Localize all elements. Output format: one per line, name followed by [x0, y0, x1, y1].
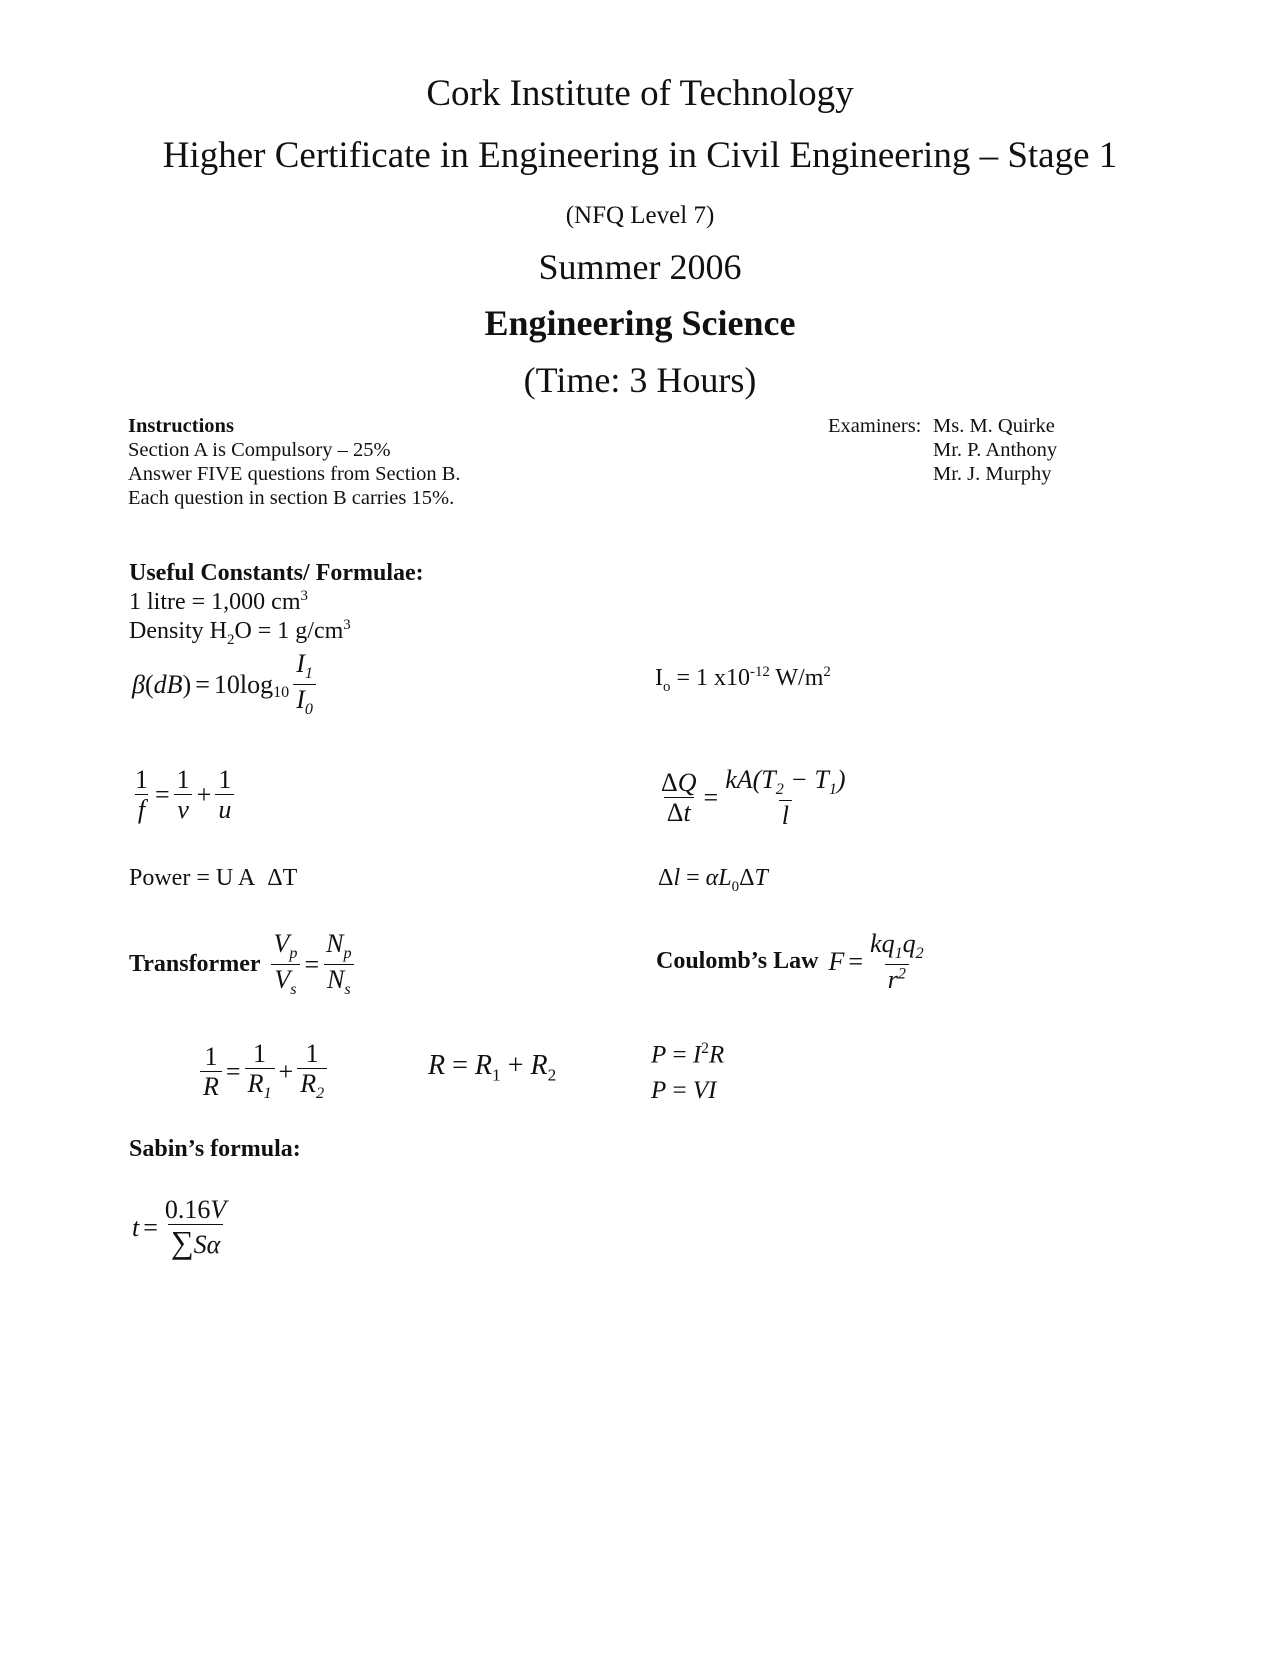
power-formula: Power = U A ΔT [129, 865, 298, 891]
sabin-formula: t = $\frac{0.16V}{\sum S\alpha}$ [132, 1195, 227, 1261]
linear-expansion-formula: $\Delta l = \alpha L_0\Delta T$ [658, 865, 768, 895]
programme-title: Higher Certificate in Engineering in Civil Engineering – Stage 1 [162, 135, 1118, 176]
examiners-list [933, 414, 1057, 486]
lens-formula: $\frac{1}{f}$ = $\frac{1}{v}$ + $\frac{1}{u}$ [132, 766, 234, 824]
examiner-name: Mr. P. Anthony [933, 439, 1058, 461]
exam-session: Summer 2006 [538, 247, 742, 287]
examiners-label: Examiners: [828, 415, 922, 437]
electrical-power-i2r: $P = I^2R$ [651, 1040, 725, 1069]
coulomb-formula: Coulomb’s Law F = $\frac{kq_1q_2}{r^2}$ [656, 929, 924, 995]
institute-title: Cork Institute of Technology [426, 73, 854, 114]
reference-intensity: $I_o = 1$ $x10^{-12}$ $W/m^2$ [655, 664, 831, 695]
instruction-line: Answer FIVE questions from Section B. [128, 463, 461, 485]
examiner-name: Ms. M. Quirke [933, 415, 1055, 437]
decibel-formula: β ( dB ) = 10log $_{10}$ $\frac{I_1}{I_0}$ [132, 650, 316, 719]
instruction-line: Section A is Compulsory – 25% [128, 439, 391, 461]
instruction-line: Each question in section B carries 15%. [128, 487, 455, 509]
nfq-level: (NFQ Level 7) [565, 202, 715, 229]
electrical-power-vi: P = VI [651, 1077, 717, 1104]
subject-title: Engineering Science [484, 303, 796, 343]
parallel-resistance-formula: $\frac{1}{R}$ = $\frac{1}{R_1}$ + $\frac{1}{R_2}$ [200, 1040, 327, 1103]
exam-duration: (Time: 3 Hours) [523, 360, 757, 400]
instructions-block [128, 414, 461, 510]
examiner-name: Mr. J. Murphy [933, 463, 1052, 485]
sabin-heading: Sabin’s formula: [129, 1136, 301, 1162]
series-resistance-formula: $R = R_1 + R_2$ [428, 1050, 557, 1085]
litre-constant: 1 litre = 1,000 $cm^3$ [129, 588, 308, 615]
heat-conduction-formula: $\frac{\Delta Q}{\Delta t}$ = $\frac{kA(T_2 - T_1)}{l}$ [661, 765, 846, 831]
transformer-label: Transformer [129, 951, 261, 978]
water-density: Density $H_2O = 1$ $g/cm^3$ [129, 617, 351, 648]
formulae-heading: Useful Constants/ Formulae: [129, 560, 424, 586]
transformer-formula: Transformer $\frac{V_p}{V_s}$ = $\frac{N_p}{N_s}$ [129, 930, 355, 999]
instructions-heading: Instructions [128, 415, 234, 437]
coulomb-label: Coulomb’s Law [656, 948, 819, 975]
